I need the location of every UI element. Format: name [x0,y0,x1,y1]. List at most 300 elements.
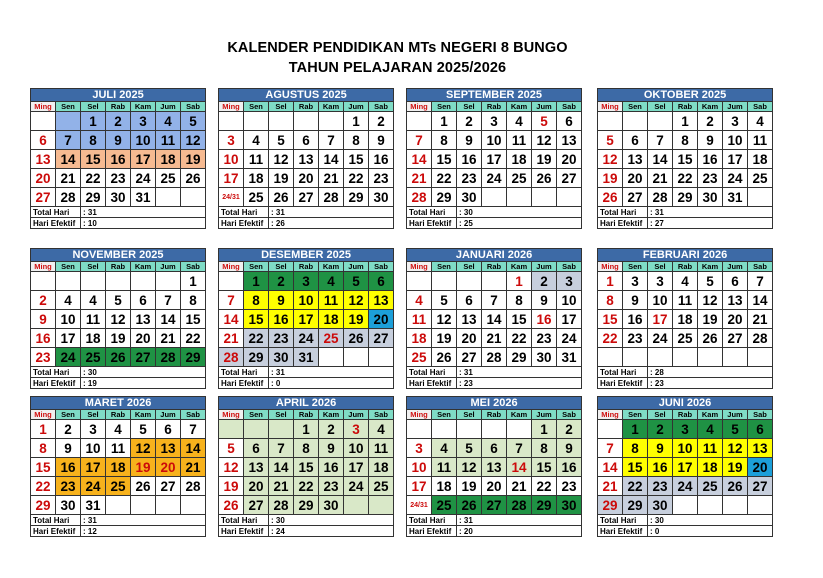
date-cell [598,112,623,131]
date-cell: 10 [81,439,106,458]
weekday-header: Ming [31,262,56,272]
date-cell: 6 [557,112,582,131]
date-cell: 7 [648,131,673,150]
total-days-label: Total Hari [31,207,81,218]
weekday-header: Jum [156,410,181,420]
date-cell: 23 [369,169,394,188]
date-cell: 15 [294,458,319,477]
date-cell: 4 [106,420,131,439]
date-cell: 4 [407,291,432,310]
date-cell: 26 [106,348,131,367]
effective-days-label: Hari Efektif [598,526,648,537]
date-cell [344,348,369,367]
date-cell: 8 [31,439,56,458]
date-cell: 25 [407,348,432,367]
date-cell: 10 [131,131,156,150]
date-cell: 22 [598,329,623,348]
date-cell: 8 [507,291,532,310]
date-cell: 9 [269,291,294,310]
date-cell: 5 [131,420,156,439]
date-cell: 2 [319,420,344,439]
date-cell: 29 [344,188,369,207]
date-cell: 2 [269,272,294,291]
date-cell: 21 [56,169,81,188]
date-cell: 4 [319,272,344,291]
date-cell: 30 [648,496,673,515]
weekday-header: Kam [507,102,532,112]
effective-days-value: : 25 [457,218,582,229]
date-cell: 27 [623,188,648,207]
date-cell: 29 [244,348,269,367]
date-cell: 4 [56,291,81,310]
date-cell: 18 [748,150,773,169]
weekday-header: Sel [648,262,673,272]
date-cell: 27 [131,348,156,367]
date-cell [156,188,181,207]
date-cell: 6 [482,439,507,458]
date-cell: 13 [244,458,269,477]
date-cell: 21 [748,310,773,329]
date-cell: 17 [56,329,81,348]
date-cell: 1 [294,420,319,439]
date-cell: 13 [156,439,181,458]
weekday-header: Jum [723,410,748,420]
month-calendar [218,88,394,229]
effective-days-label: Hari Efektif [31,378,81,389]
date-cell: 27 [723,329,748,348]
date-cell: 1 [31,420,56,439]
month-title: MARET 2026 [31,397,206,410]
date-cell: 15 [244,310,269,329]
date-cell: 26 [432,348,457,367]
date-cell: 6 [31,131,56,150]
date-cell: 7 [319,131,344,150]
weekday-header: Rab [673,262,698,272]
date-cell: 5 [598,131,623,150]
date-cell: 6 [131,291,156,310]
weekday-header: Rab [482,262,507,272]
date-cell: 1 [532,420,557,439]
date-cell: 15 [532,458,557,477]
date-cell: 27 [369,329,394,348]
date-cell: 11 [244,150,269,169]
date-cell: 30 [269,348,294,367]
date-cell: 14 [269,458,294,477]
weekday-header: Kam [131,102,156,112]
date-cell: 10 [344,439,369,458]
date-cell: 7 [482,291,507,310]
date-cell: 11 [81,310,106,329]
month-title: JULI 2025 [31,89,206,102]
month-calendar [406,248,582,389]
date-cell: 30 [56,496,81,515]
weekday-header: Sel [457,262,482,272]
date-cell: 20 [131,329,156,348]
date-cell [532,188,557,207]
effective-days-value: : 24 [269,526,394,537]
date-cell: 25 [81,348,106,367]
weekday-header: Jum [344,410,369,420]
date-cell: 8 [532,439,557,458]
date-cell: 15 [673,150,698,169]
date-cell [219,420,244,439]
date-cell: 28 [648,188,673,207]
date-cell: 21 [507,477,532,496]
page-subtitle: TAHUN PELAJARAN 2025/2026 [288,60,507,76]
date-cell: 17 [294,310,319,329]
date-cell: 15 [81,150,106,169]
date-cell: 17 [219,169,244,188]
date-cell: 28 [507,496,532,515]
date-cell: 18 [244,169,269,188]
date-cell: 5 [432,291,457,310]
month-title: APRIL 2026 [219,397,394,410]
date-cell: 25 [106,477,131,496]
date-cell: 23 [31,348,56,367]
month-title: OKTOBER 2025 [598,89,773,102]
weekday-header: Kam [319,102,344,112]
date-cell [748,348,773,367]
date-cell: 27 [457,348,482,367]
weekday-header: Jum [344,102,369,112]
date-cell: 4 [369,420,394,439]
date-cell [244,420,269,439]
effective-days-value: : 20 [457,526,582,537]
date-cell: 9 [648,439,673,458]
date-cell: 22 [673,169,698,188]
date-cell: 14 [219,310,244,329]
date-cell: 14 [319,150,344,169]
date-cell: 1 [598,272,623,291]
weekday-header: Ming [407,410,432,420]
date-cell: 4 [673,272,698,291]
date-cell: 17 [407,477,432,496]
date-cell: 10 [482,131,507,150]
total-days-value: : 28 [648,367,773,378]
month-calendar [406,88,582,229]
weekday-header: Ming [219,102,244,112]
weekday-header: Rab [294,410,319,420]
date-cell: 23 [106,169,131,188]
date-cell: 9 [31,310,56,329]
date-cell: 8 [344,131,369,150]
date-cell: 18 [106,458,131,477]
effective-days-value: : 0 [269,378,394,389]
effective-days-value: : 0 [648,526,773,537]
date-cell: 13 [723,291,748,310]
date-cell: 3 [344,420,369,439]
date-cell: 2 [698,112,723,131]
date-cell: 6 [369,272,394,291]
date-cell [482,420,507,439]
effective-days-label: Hari Efektif [407,526,457,537]
date-cell: 22 [507,329,532,348]
date-cell: 15 [31,458,56,477]
date-cell: 1 [507,272,532,291]
weekday-header: Ming [598,410,623,420]
weekday-header: Jum [344,262,369,272]
effective-days-label: Hari Efektif [598,218,648,229]
date-cell: 19 [219,477,244,496]
date-cell [319,348,344,367]
date-cell: 7 [219,291,244,310]
date-cell: 16 [106,150,131,169]
date-cell: 9 [369,131,394,150]
weekday-header: Kam [698,410,723,420]
date-cell: 8 [623,439,648,458]
total-days-label: Total Hari [219,367,269,378]
weekday-header: Sab [369,410,394,420]
date-cell: 18 [369,458,394,477]
month-title: FEBRUARI 2026 [598,249,773,262]
date-cell: 7 [507,439,532,458]
date-cell: 11 [106,439,131,458]
weekday-header: Sel [269,102,294,112]
weekday-header: Kam [319,262,344,272]
date-cell: 25 [748,169,773,188]
effective-days-value: : 23 [457,378,582,389]
date-cell: 26 [344,329,369,348]
total-days-value: : 30 [81,367,206,378]
total-days-value: : 31 [648,207,773,218]
total-days-label: Total Hari [598,515,648,526]
date-cell [623,112,648,131]
date-cell: 30 [106,188,131,207]
date-cell: 28 [319,188,344,207]
effective-days-label: Hari Efektif [219,218,269,229]
date-cell: 4 [698,420,723,439]
date-cell: 30 [557,496,582,515]
date-cell: 14 [598,458,623,477]
date-cell: 24 [648,329,673,348]
date-cell: 16 [557,458,582,477]
date-cell [294,112,319,131]
date-cell: 22 [294,477,319,496]
weekday-header: Sen [432,102,457,112]
weekday-header: Rab [294,262,319,272]
effective-days-label: Hari Efektif [219,526,269,537]
date-cell: 25 [432,496,457,515]
date-cell: 16 [457,150,482,169]
date-cell: 12 [723,439,748,458]
date-cell: 8 [598,291,623,310]
weekday-header: Ming [31,410,56,420]
date-cell: 6 [457,291,482,310]
weekday-header: Kam [507,262,532,272]
date-cell [181,188,206,207]
date-cell: 24/31 [219,188,244,207]
date-cell [269,112,294,131]
date-cell: 27 [557,169,582,188]
date-cell: 21 [598,477,623,496]
date-cell: 9 [532,291,557,310]
date-cell: 14 [56,150,81,169]
date-cell: 20 [482,477,507,496]
date-cell: 19 [344,310,369,329]
date-cell: 13 [369,291,394,310]
date-cell: 2 [106,112,131,131]
total-days-value: : 31 [457,515,582,526]
date-cell: 18 [319,310,344,329]
date-cell: 26 [457,496,482,515]
date-cell: 7 [156,291,181,310]
date-cell: 19 [598,169,623,188]
weekday-header: Sab [181,410,206,420]
effective-days-value: : 23 [648,378,773,389]
date-cell: 24 [56,348,81,367]
total-days-label: Total Hari [407,367,457,378]
total-days-value: : 31 [81,207,206,218]
date-cell: 4 [507,112,532,131]
date-cell: 9 [623,291,648,310]
date-cell: 17 [482,150,507,169]
date-cell: 5 [181,112,206,131]
date-cell: 11 [507,131,532,150]
total-days-value: : 30 [269,515,394,526]
date-cell: 25 [673,329,698,348]
date-cell: 16 [698,150,723,169]
date-cell: 8 [673,131,698,150]
date-cell: 31 [723,188,748,207]
date-cell: 20 [369,310,394,329]
date-cell: 25 [507,169,532,188]
date-cell: 21 [181,458,206,477]
date-cell: 10 [723,131,748,150]
date-cell: 20 [723,310,748,329]
date-cell: 22 [432,169,457,188]
month-calendar [597,396,773,537]
date-cell [648,112,673,131]
date-cell: 24 [344,477,369,496]
date-cell: 4 [81,291,106,310]
date-cell: 12 [181,131,206,150]
month-calendar [30,396,206,537]
month-title: AGUSTUS 2025 [219,89,394,102]
date-cell: 19 [432,329,457,348]
date-cell: 11 [748,131,773,150]
date-cell [482,272,507,291]
date-cell: 13 [748,439,773,458]
date-cell: 23 [457,169,482,188]
date-cell [407,112,432,131]
total-days-label: Total Hari [219,207,269,218]
date-cell: 18 [673,310,698,329]
date-cell: 29 [673,188,698,207]
total-days-value: : 31 [269,207,394,218]
date-cell: 29 [507,348,532,367]
date-cell: 22 [31,477,56,496]
total-days-label: Total Hari [598,367,648,378]
date-cell: 20 [557,150,582,169]
date-cell: 15 [507,310,532,329]
date-cell: 14 [181,439,206,458]
date-cell: 19 [532,150,557,169]
weekday-header: Sen [56,262,81,272]
date-cell [244,112,269,131]
date-cell: 13 [457,310,482,329]
date-cell: 13 [294,150,319,169]
date-cell: 20 [748,458,773,477]
weekday-header: Ming [598,102,623,112]
date-cell: 3 [673,420,698,439]
date-cell: 30 [698,188,723,207]
effective-days-value: : 27 [648,218,773,229]
date-cell: 6 [294,131,319,150]
month-title: DESEMBER 2025 [219,249,394,262]
weekday-header: Jum [723,102,748,112]
weekday-header: Kam [698,262,723,272]
date-cell: 29 [81,188,106,207]
effective-days-label: Hari Efektif [31,526,81,537]
weekday-header: Rab [294,102,319,112]
effective-days-label: Hari Efektif [407,378,457,389]
date-cell: 3 [81,420,106,439]
date-cell: 9 [698,131,723,150]
date-cell: 10 [56,310,81,329]
date-cell: 24 [81,477,106,496]
date-cell: 29 [31,496,56,515]
month-calendar [406,396,582,537]
weekday-header: Rab [482,410,507,420]
date-cell: 7 [598,439,623,458]
date-cell: 22 [344,169,369,188]
weekday-header: Sel [457,410,482,420]
date-cell: 29 [532,496,557,515]
date-cell: 10 [648,291,673,310]
weekday-header: Sel [81,262,106,272]
date-cell: 25 [698,477,723,496]
month-calendar [30,88,206,229]
date-cell: 26 [181,169,206,188]
total-days-value: : 31 [457,367,582,378]
date-cell: 2 [56,420,81,439]
date-cell: 15 [432,150,457,169]
date-cell: 29 [294,496,319,515]
date-cell [56,112,81,131]
date-cell: 17 [648,310,673,329]
date-cell: 9 [557,439,582,458]
weekday-header: Sel [457,102,482,112]
date-cell: 28 [181,477,206,496]
date-cell: 18 [432,477,457,496]
date-cell: 5 [532,112,557,131]
date-cell: 11 [407,310,432,329]
date-cell: 3 [623,272,648,291]
date-cell: 26 [698,329,723,348]
date-cell [507,188,532,207]
date-cell [648,348,673,367]
weekday-header: Rab [673,410,698,420]
weekday-header: Jum [723,262,748,272]
date-cell: 11 [673,291,698,310]
date-cell: 30 [532,348,557,367]
date-cell [432,272,457,291]
weekday-header: Jum [156,262,181,272]
date-cell: 14 [407,150,432,169]
date-cell [369,348,394,367]
month-title: JANUARI 2026 [407,249,582,262]
date-cell: 10 [219,150,244,169]
date-cell: 2 [557,420,582,439]
date-cell: 21 [319,169,344,188]
date-cell: 6 [623,131,648,150]
weekday-header: Sen [244,102,269,112]
date-cell: 3 [407,439,432,458]
date-cell: 27 [244,496,269,515]
weekday-header: Sel [648,410,673,420]
month-title: SEPTEMBER 2025 [407,89,582,102]
month-calendar [218,396,394,537]
